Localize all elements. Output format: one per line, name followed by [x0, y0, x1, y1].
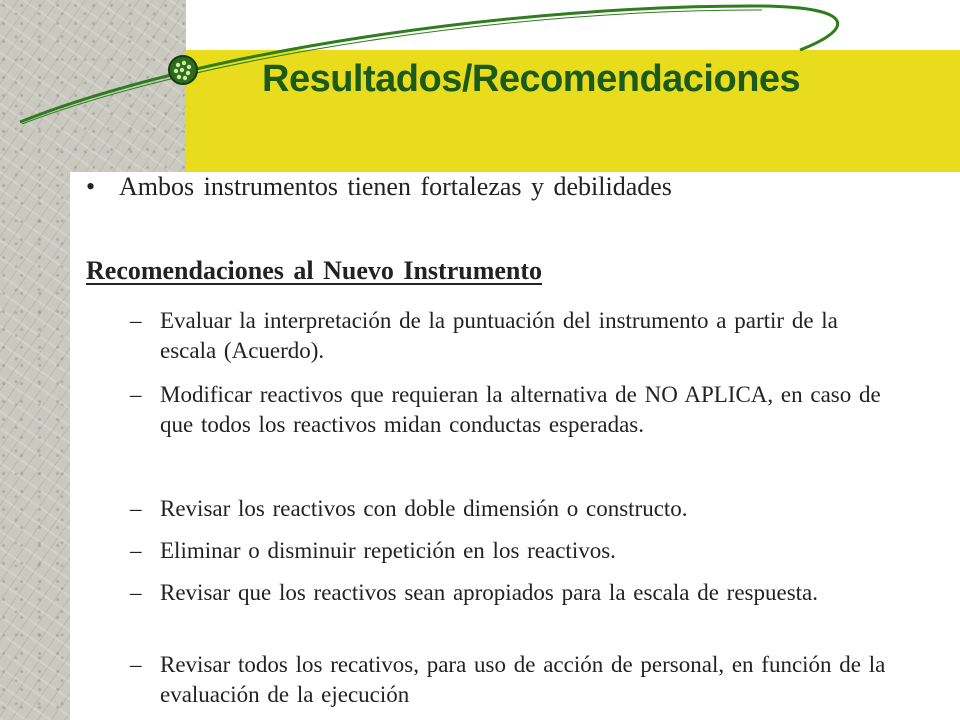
- dash-marker: –: [130, 652, 142, 677]
- list-item-text: Revisar los reactivos con doble dimensión o constructo.: [160, 496, 688, 521]
- list-item-text: Eliminar o disminuir repetición en los reactivos.: [160, 538, 616, 563]
- section-heading: Recomendaciones al Nuevo Instrumento: [86, 256, 543, 285]
- dash-marker: –: [130, 538, 142, 563]
- dash-marker: –: [130, 496, 142, 521]
- dash-marker: –: [130, 308, 142, 333]
- list-item-text: Modificar reactivos que requieran la alternativa de NO APLICA, en caso de que todos los reactivos midan conductas esperadas.: [160, 382, 881, 437]
- list-item-text: Evaluar la interpretación de la puntuación del instrumento a partir de la escala (Acuerdo).: [160, 308, 838, 363]
- dash-marker: –: [130, 580, 142, 605]
- bullet-text: Ambos instrumentos tienen fortalezas y debilidades: [119, 172, 672, 201]
- bullet-marker: •: [86, 172, 96, 201]
- list-item-text: Revisar todos los recativos, para uso de acción de personal, en función de la evaluación de la ejecución: [160, 652, 886, 707]
- list-item-text: Revisar que los reactivos sean apropiados para la escala de respuesta.: [160, 580, 818, 605]
- slide-title: Resultados/Recomendaciones: [262, 58, 801, 100]
- dash-marker: –: [130, 382, 142, 407]
